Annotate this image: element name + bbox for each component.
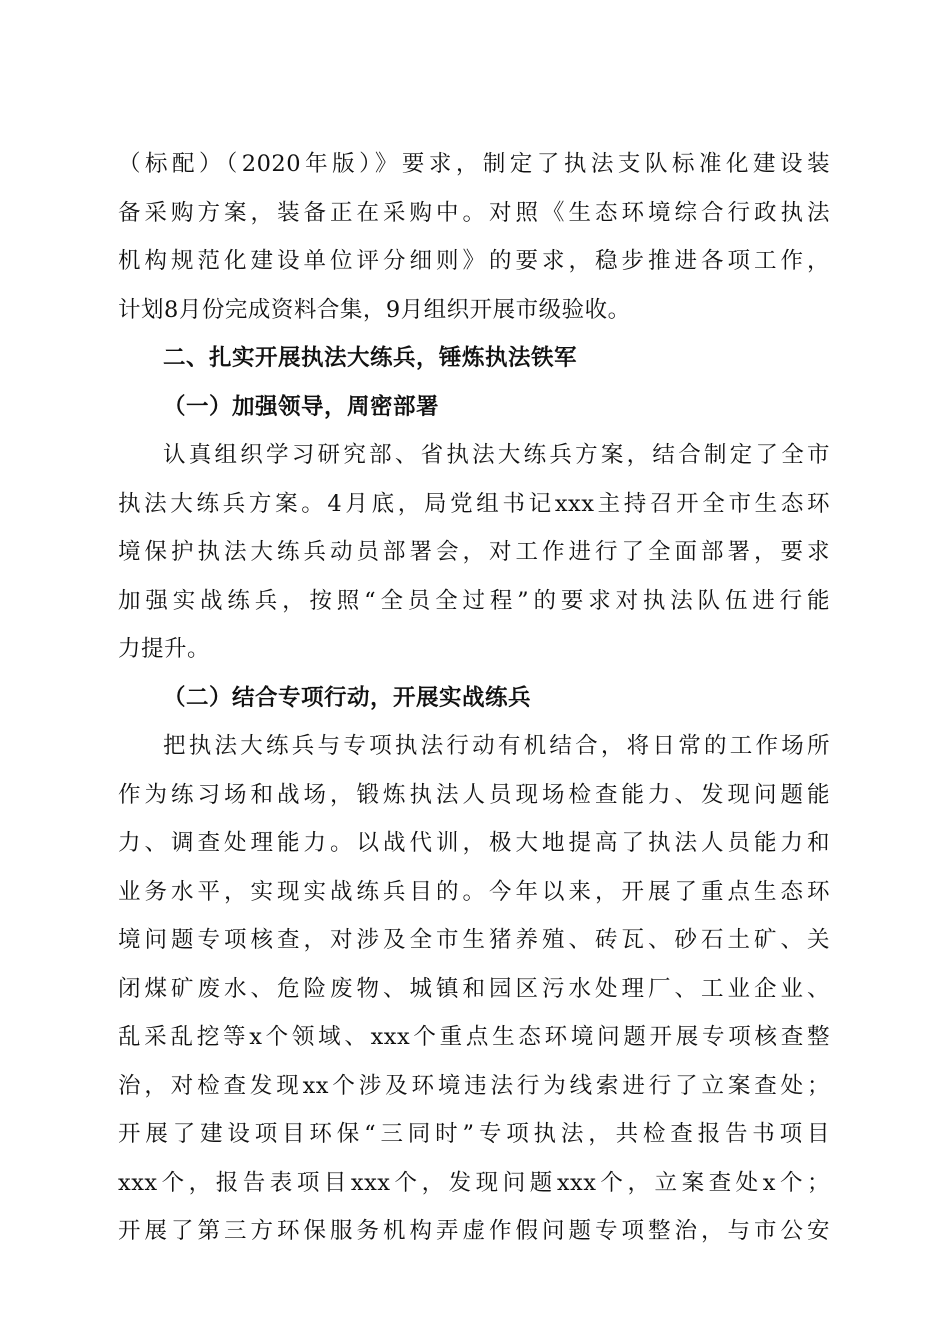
paragraph-line: 治，对检查发现xx个涉及环境违法行为线索进行了立案查处； <box>118 1072 830 1099</box>
paragraph-line: 力提升。 <box>118 636 211 662</box>
paragraph-line: 认真组织学习研究部、省执法大练兵方案，结合制定了全市 <box>163 442 830 468</box>
paragraph-line: 力、调查处理能力。以战代训，极大地提高了执法人员能力和 <box>118 830 830 856</box>
paragraph-line: 闭煤矿废水、危险废物、城镇和园区污水处理厂、工业企业、 <box>118 975 830 1002</box>
subsection-heading: （二）结合专项行动，开展实战练兵 <box>163 684 532 711</box>
paragraph-line: 境问题专项核查，对涉及全市生猪养殖、砖瓦、砂石土矿、关 <box>118 927 830 953</box>
document-page <box>118 140 830 1256</box>
paragraph-line: xxx个，报告表项目xxx个，发现问题xxx个，立案查处x个； <box>118 1169 830 1196</box>
paragraph-line: 执法大练兵方案。4月底，局党组书记xxx主持召开全市生态环 <box>118 490 830 517</box>
paragraph-line: 把执法大练兵与专项执法行动有机结合，将日常的工作场所 <box>163 733 830 759</box>
subsection-heading: （一）加强领导，周密部署 <box>163 393 440 420</box>
paragraph-line: 机构规范化建设单位评分细则》的要求，稳步推进各项工作， <box>118 248 830 274</box>
paragraph-line: 开展了第三方环保服务机构弄虚作假问题专项整治，与市公安 <box>118 1218 830 1244</box>
section-heading: 二、扎实开展执法大练兵，锤炼执法铁军 <box>163 345 578 371</box>
paragraph-line: 计划8月份完成资料合集，9月组织开展市级验收。 <box>118 296 631 323</box>
paragraph-line: 乱采乱挖等x个领域、xxx个重点生态环境问题开展专项核查整 <box>118 1024 830 1050</box>
paragraph-line: 业务水平，实现实战练兵目的。今年以来，开展了重点生态环 <box>118 878 830 905</box>
paragraph-line: 备采购方案，装备正在采购中。对照《生态环境综合行政执法 <box>118 199 830 226</box>
paragraph-line: 开展了建设项目环保“三同时”专项执法，共检查报告书项目 <box>118 1121 830 1147</box>
paragraph-line: 作为练习场和战场，锻炼执法人员现场检查能力、发现问题能 <box>118 781 830 808</box>
paragraph-line: 境保护执法大练兵动员部署会，对工作进行了全面部署，要求 <box>118 539 830 565</box>
paragraph-line: （标配）（2020年版）》要求，制定了执法支队标准化建设装 <box>118 151 830 177</box>
paragraph-line: 加强实战练兵，按照“全员全过程”的要求对执法队伍进行能 <box>118 587 830 614</box>
